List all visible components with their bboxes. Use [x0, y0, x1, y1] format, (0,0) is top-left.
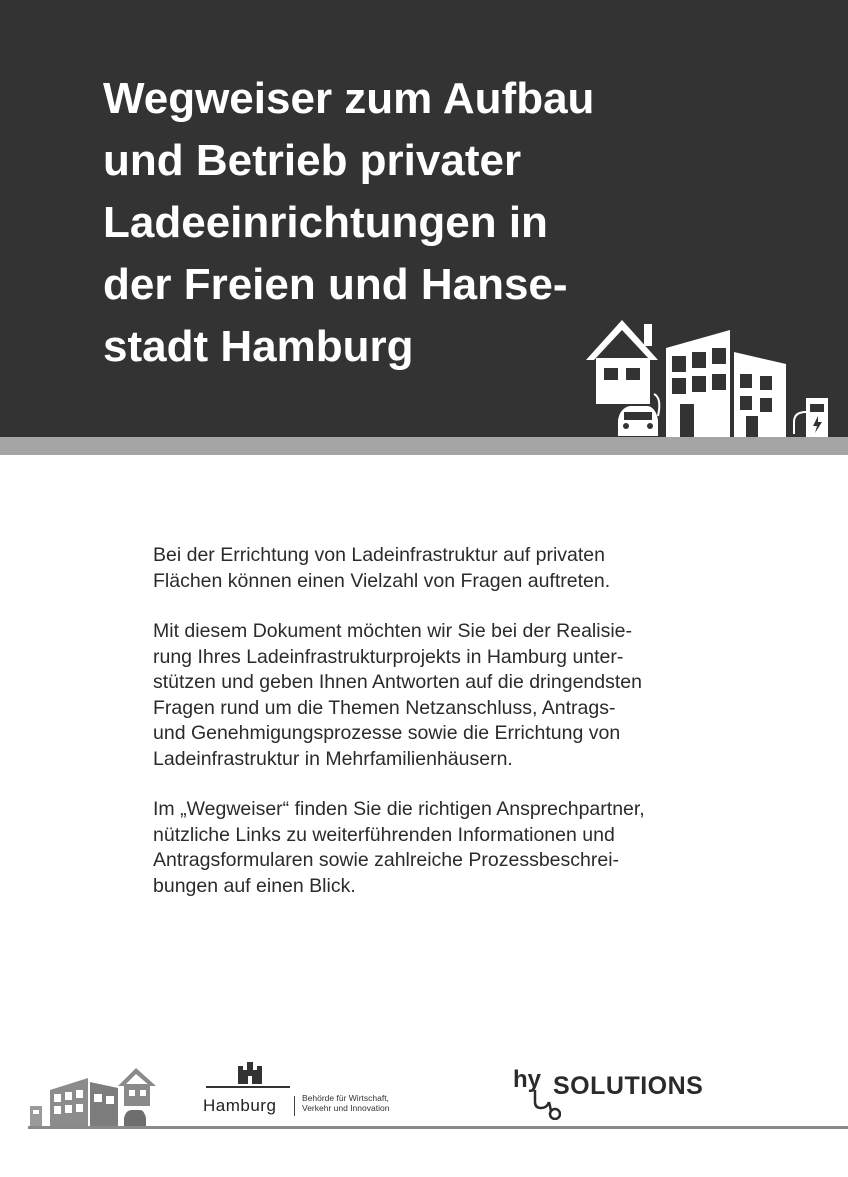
text-line: Im „Wegweiser“ finden Sie die richtigen Ansprechpartner,: [153, 798, 645, 820]
buildings-house-car-icon: [30, 1064, 160, 1126]
authority-line: Behörde für Wirtschaft,: [302, 1093, 389, 1103]
hamburg-crest-icon: [235, 1062, 265, 1084]
text-line: nützliche Links zu weiterführenden Informationen und: [153, 823, 615, 846]
intro-text: [153, 543, 713, 924]
paragraph: [153, 619, 713, 772]
cover-header: [0, 0, 848, 437]
text-line: bungen auf einen Blick.: [153, 874, 356, 897]
footer-rule: [28, 1126, 848, 1129]
house-building-car-charger-icon: [580, 312, 840, 437]
text-line: Fragen rund um die Themen Netzanschluss, Antrags-: [153, 696, 616, 719]
paragraph: [153, 543, 713, 594]
logo-bar: [206, 1086, 290, 1088]
document-title: [103, 68, 663, 378]
hamburg-wordmark: Hamburg: [203, 1096, 277, 1115]
hamburg-authority-logo: [203, 1062, 418, 1122]
title-line: der Freien und Hanse-: [103, 260, 568, 309]
text-line: und Genehmigungsprozesse sowie die Errichtung von: [153, 722, 621, 744]
text-line: Bei der Errichtung von Ladeinfrastruktur auf privaten: [153, 544, 605, 566]
title-line: Wegweiser zum Aufbau: [103, 74, 595, 123]
logo-divider: [294, 1096, 295, 1116]
header-stripe: [0, 437, 848, 455]
text-line: Mit diesem Dokument möchten wir Sie bei der Realisie-: [153, 620, 633, 642]
text-line: stützen und geben Ihnen Antworten auf die dringendsten: [153, 671, 642, 693]
text-line: Ladeinfrastruktur in Mehrfamilienhäusern.: [153, 747, 513, 770]
text-line: Antragsformularen sowie zahlreiche Prozessbeschrei-: [153, 849, 620, 871]
authority-line: Verkehr und Innovation: [302, 1103, 390, 1113]
hysolutions-logo: [513, 1066, 703, 1122]
title-line: stadt Hamburg: [103, 322, 414, 371]
text-line: Flächen können einen Vielzahl von Fragen auftreten.: [153, 569, 611, 592]
solutions-wordmark: SOLUTIONS: [553, 1072, 704, 1100]
paragraph: [153, 797, 713, 899]
hy-mark: hy: [513, 1066, 542, 1093]
title-line: und Betrieb privater: [103, 136, 522, 185]
text-line: rung Ihres Ladeinfrastrukturprojekts in Hamburg unter-: [153, 645, 624, 668]
title-line: Ladeeinrichtungen in: [103, 198, 548, 247]
authority-name: [302, 1093, 389, 1113]
